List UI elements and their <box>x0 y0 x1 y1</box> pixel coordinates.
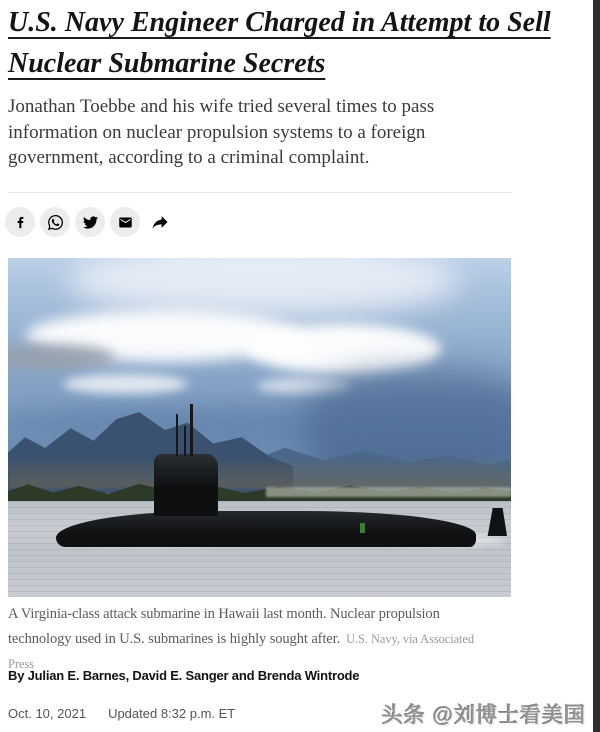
photo-caption-text: A Virginia-class attack submarine in Hawaii last month. Nuclear propulsion technology used in U.S. submarines is highly sought after. <box>8 606 440 647</box>
submarine-hull <box>56 511 476 547</box>
submarine-mast <box>190 404 193 456</box>
photo-foothills <box>8 456 511 488</box>
dateline <box>8 706 235 721</box>
twitter-share-button[interactable] <box>75 207 105 237</box>
photo-caption <box>8 602 478 677</box>
submarine-photo <box>8 258 511 597</box>
photo-cloud <box>246 324 441 374</box>
byline: By Julian E. Barnes, David E. Sanger and Brenda Wintrode <box>8 668 360 683</box>
updated-time: Updated 8:32 p.m. ET <box>108 706 236 721</box>
email-icon <box>118 215 133 230</box>
article-summary: Jonathan Toebbe and his wife tried several times to pass information on nuclear propulsion systems to a foreign government, according to a criminal complaint. <box>8 96 435 168</box>
divider <box>8 192 511 193</box>
submarine-mast <box>176 414 178 456</box>
share-arrow-icon <box>150 212 170 232</box>
whatsapp-icon <box>48 215 63 230</box>
watermark: 头条 @刘博士看美国 <box>381 704 586 727</box>
channel-marker <box>360 523 365 533</box>
publish-date: Oct. 10, 2021 <box>8 706 87 721</box>
whatsapp-share-button[interactable] <box>40 207 70 237</box>
photo-cloud-band <box>8 406 511 438</box>
facebook-icon <box>13 215 28 230</box>
photo-cloud <box>63 374 188 394</box>
email-share-button[interactable] <box>110 207 140 237</box>
right-edge-bar <box>593 0 600 732</box>
photo-credit: U.S. Navy, via Associated Press <box>8 632 475 671</box>
more-share-button[interactable] <box>145 207 175 237</box>
facebook-share-button[interactable] <box>5 207 35 237</box>
submarine-sail <box>154 454 218 516</box>
submarine-mast <box>184 426 186 456</box>
twitter-icon <box>83 215 98 230</box>
share-toolbar <box>5 207 175 237</box>
photo-shoreline <box>266 487 511 497</box>
page-title: U.S. Navy Engineer Charged in Attempt to Sell Nuclear Submarine Secrets <box>8 7 551 79</box>
